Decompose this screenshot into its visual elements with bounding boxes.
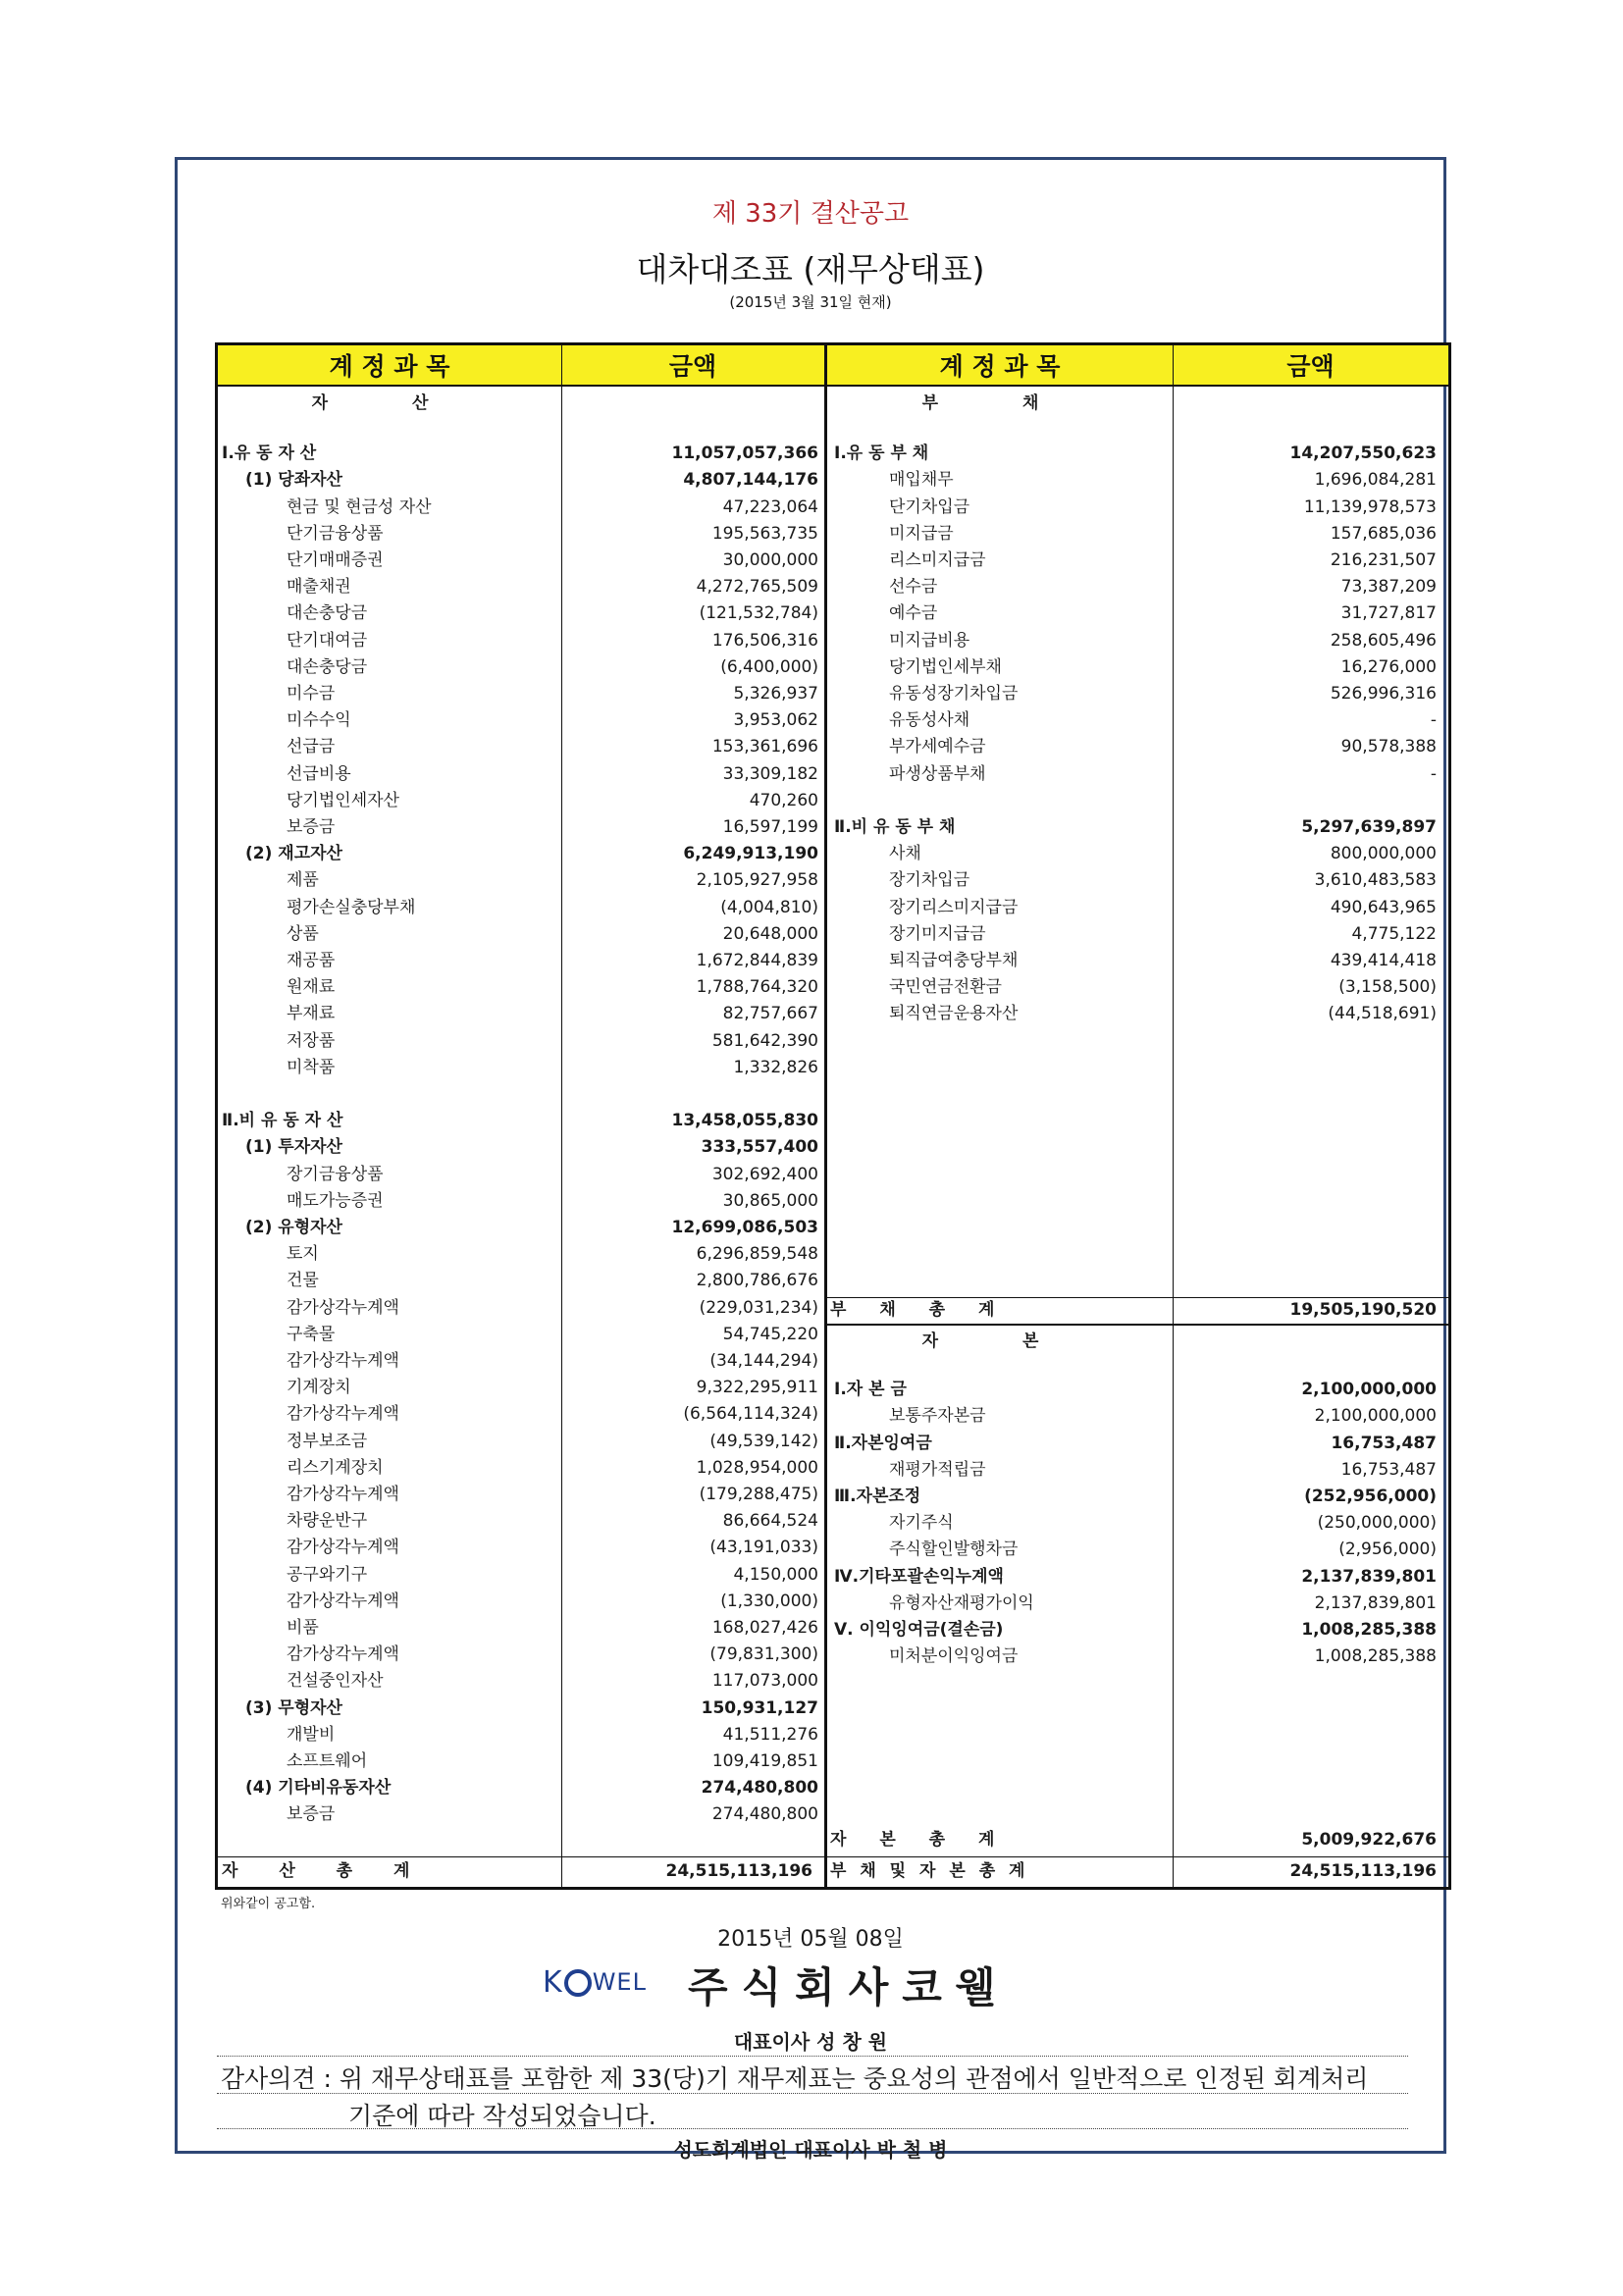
capital-total-amount: 5,009,922,676 bbox=[1301, 1830, 1437, 1850]
ceo-name: 대표이사 성 창 원 bbox=[733, 2030, 888, 2054]
account-label: 장기금융상품 bbox=[287, 1165, 384, 1184]
account-label: 제품 bbox=[287, 870, 319, 890]
account-label: 사채 bbox=[889, 844, 921, 863]
ledger-row bbox=[830, 628, 1444, 654]
audit-opinion-line2: 기준에 따라 작성되었습니다. bbox=[348, 2102, 656, 2130]
account-label: 건물 bbox=[287, 1271, 319, 1290]
announce-date: 2015년 05월 08일 bbox=[717, 1927, 904, 1952]
account-label: 매입채무 bbox=[889, 470, 954, 490]
account-label: Ⅱ.비 유 동 부 채 bbox=[834, 817, 956, 837]
account-amount: 47,223,064 bbox=[722, 497, 818, 517]
account-label: 당기법인세자산 bbox=[287, 791, 399, 810]
account-amount: 526,996,316 bbox=[1330, 684, 1437, 704]
account-amount: 274,480,800 bbox=[711, 1804, 818, 1824]
account-amount: (179,288,475) bbox=[699, 1485, 818, 1504]
capital-rule bbox=[827, 1324, 1448, 1326]
account-label: 리스미지급금 bbox=[889, 550, 986, 570]
ledger-row bbox=[218, 654, 824, 681]
account-label: 감가상각누계액 bbox=[287, 1404, 399, 1424]
document-title: 대차대조표 (재무상태표) bbox=[636, 250, 985, 288]
ledger-row bbox=[830, 681, 1444, 707]
account-label: 재공품 bbox=[287, 951, 336, 970]
ledger-row bbox=[218, 1589, 824, 1615]
ledger-row bbox=[218, 1241, 824, 1268]
account-label: 미지급비용 bbox=[889, 631, 970, 651]
account-amount: 11,057,057,366 bbox=[671, 444, 818, 463]
account-label: 현금 및 현금성 자산 bbox=[287, 497, 432, 517]
account-amount: 5,326,937 bbox=[733, 684, 818, 704]
account-amount: 1,788,764,320 bbox=[696, 977, 818, 997]
account-amount: 6,249,913,190 bbox=[683, 844, 818, 863]
account-amount: (121,532,784) bbox=[699, 603, 818, 623]
account-label: 비품 bbox=[287, 1618, 319, 1638]
account-label: 자기주식 bbox=[889, 1513, 954, 1533]
account-amount: 16,597,199 bbox=[722, 817, 818, 837]
ledger-row bbox=[218, 1668, 824, 1695]
ledger-row bbox=[830, 600, 1444, 627]
account-label: (3) 무형자산 bbox=[245, 1698, 342, 1718]
account-amount: 9,322,295,911 bbox=[696, 1378, 818, 1397]
ledger-row bbox=[830, 1564, 1444, 1591]
account-label: (1) 당좌자산 bbox=[245, 470, 342, 490]
account-label: 부가세예수금 bbox=[889, 737, 986, 757]
ledger-row bbox=[218, 948, 824, 974]
account-label: Ⅲ.자본조정 bbox=[834, 1487, 921, 1506]
account-label: 차량운반구 bbox=[287, 1511, 368, 1531]
ledger-row bbox=[218, 441, 824, 467]
section-capital: 자 본 bbox=[921, 1331, 1078, 1351]
account-amount: 2,100,000,000 bbox=[1301, 1380, 1437, 1399]
account-label: 매도가능증권 bbox=[287, 1191, 384, 1211]
account-label: 구축물 bbox=[287, 1325, 336, 1344]
account-amount: (6,400,000) bbox=[720, 657, 818, 677]
account-label: 보증금 bbox=[287, 817, 336, 837]
ledger-row bbox=[218, 974, 824, 1001]
account-label: Ⅴ. 이익잉여금(결손금) bbox=[834, 1620, 1004, 1640]
ledger-row bbox=[830, 895, 1444, 921]
ledger-row bbox=[830, 1644, 1444, 1670]
account-amount: 5,297,639,897 bbox=[1301, 817, 1437, 837]
header-account-left: 계 정 과 목 bbox=[218, 345, 561, 387]
account-label: 대손충당금 bbox=[287, 657, 368, 677]
account-label: 미지급금 bbox=[889, 524, 954, 544]
ledger-row bbox=[830, 1431, 1444, 1457]
account-amount: 2,137,839,801 bbox=[1301, 1567, 1437, 1587]
account-label: 미처분이익잉여금 bbox=[889, 1646, 1019, 1666]
account-amount: 41,511,276 bbox=[722, 1725, 818, 1745]
ledger-row bbox=[830, 867, 1444, 894]
liabilities-total-amount: 19,505,190,520 bbox=[1289, 1300, 1437, 1320]
logo-letters-wel: WEL bbox=[592, 1968, 647, 1996]
account-label: 재평가적립금 bbox=[889, 1460, 986, 1480]
center-divider bbox=[824, 345, 827, 1887]
ledger-row bbox=[218, 1348, 824, 1375]
account-amount: (49,539,142) bbox=[709, 1432, 818, 1451]
account-label: Ⅰ.자 본 금 bbox=[834, 1380, 907, 1399]
ledger-row bbox=[218, 1775, 824, 1801]
account-amount: 4,150,000 bbox=[733, 1565, 818, 1585]
account-label: 장기차입금 bbox=[889, 870, 970, 890]
account-amount: 4,807,144,176 bbox=[683, 470, 818, 490]
account-amount: 2,105,927,958 bbox=[696, 870, 818, 890]
account-label: 보증금 bbox=[287, 1804, 336, 1824]
ledger-row bbox=[218, 1429, 824, 1455]
ledger-row bbox=[218, 1801, 824, 1828]
account-label: 원재료 bbox=[287, 977, 336, 997]
ledger-row bbox=[830, 1350, 1444, 1377]
ledger-row bbox=[218, 1134, 824, 1161]
account-label: 퇴직연금운용자산 bbox=[889, 1004, 1019, 1023]
account-amount: 581,642,390 bbox=[711, 1031, 818, 1051]
ledger-row bbox=[218, 628, 824, 654]
account-amount: 33,309,182 bbox=[722, 764, 818, 784]
dotted-rule bbox=[217, 2093, 1408, 2094]
account-amount: (250,000,000) bbox=[1317, 1513, 1437, 1533]
account-amount: 30,865,000 bbox=[722, 1191, 818, 1211]
ledger-row bbox=[830, 814, 1444, 841]
account-label: 감가상각누계액 bbox=[287, 1644, 399, 1664]
account-label: 저장품 bbox=[287, 1031, 336, 1051]
account-label: 대손충당금 bbox=[287, 603, 368, 623]
ledger-row bbox=[218, 521, 824, 548]
ledger-row bbox=[830, 414, 1444, 441]
ledger-row bbox=[218, 1748, 824, 1775]
ledger-row bbox=[218, 1215, 824, 1241]
account-amount: (4,004,810) bbox=[720, 898, 818, 917]
account-amount: 1,008,285,388 bbox=[1301, 1620, 1437, 1640]
ledger-row bbox=[218, 814, 824, 841]
account-amount: 258,605,496 bbox=[1330, 631, 1437, 651]
liabilities-total-label: 부 채 총 계 bbox=[830, 1300, 1009, 1320]
account-label: 국민연금전환금 bbox=[889, 977, 1002, 997]
account-label: 미수수익 bbox=[287, 710, 351, 730]
footer-note: 위와같이 공고함. bbox=[221, 1897, 316, 1911]
ledger-row bbox=[218, 1508, 824, 1535]
account-amount: 302,692,400 bbox=[711, 1165, 818, 1184]
account-label: 선급비용 bbox=[287, 764, 351, 784]
ledger-row bbox=[218, 1722, 824, 1748]
ledger-row bbox=[218, 921, 824, 948]
account-label: 단기금융상품 bbox=[287, 524, 384, 544]
account-amount: 153,361,696 bbox=[711, 737, 818, 757]
ledger-row bbox=[830, 841, 1444, 867]
ledger-row bbox=[218, 1642, 824, 1668]
ledger-row bbox=[218, 867, 824, 894]
as-of-date: (2015년 3월 31일 현재) bbox=[729, 293, 892, 311]
account-label: Ⅱ.자본잉여금 bbox=[834, 1434, 932, 1453]
liab-capital-total-label: 부 채 및 자 본 총 계 bbox=[830, 1861, 1029, 1881]
account-label: 매출채권 bbox=[287, 577, 351, 597]
account-label: 장기미지급금 bbox=[889, 924, 986, 944]
ledger-row bbox=[218, 707, 824, 734]
account-label: 감가상각누계액 bbox=[287, 1351, 399, 1371]
dotted-rule bbox=[217, 2128, 1408, 2129]
account-label: 건설중인자산 bbox=[287, 1671, 384, 1691]
account-amount: 13,458,055,830 bbox=[671, 1111, 818, 1130]
capital-total-label: 자 본 총 계 bbox=[830, 1830, 1009, 1850]
liabilities-total-row bbox=[830, 1297, 1444, 1324]
account-label: 선급금 bbox=[287, 737, 336, 757]
account-amount: 14,207,550,623 bbox=[1289, 444, 1437, 463]
account-amount: (2,956,000) bbox=[1338, 1539, 1437, 1559]
ledger-row bbox=[830, 1377, 1444, 1403]
assets-total-label: 자 산 총 계 bbox=[222, 1861, 428, 1881]
header-amount-left: 금액 bbox=[561, 345, 824, 387]
liab-capital-total-amount: 24,515,113,196 bbox=[1289, 1861, 1437, 1881]
ledger-row bbox=[830, 1617, 1444, 1644]
account-label: 미착품 bbox=[287, 1058, 336, 1077]
account-amount: 86,664,524 bbox=[722, 1511, 818, 1531]
account-amount: 90,578,388 bbox=[1340, 737, 1437, 757]
ledger-row bbox=[830, 974, 1444, 1001]
account-amount: 31,727,817 bbox=[1340, 603, 1437, 623]
ledger-row bbox=[218, 1482, 824, 1508]
ledger-row bbox=[830, 467, 1444, 494]
account-amount: 800,000,000 bbox=[1330, 844, 1437, 863]
account-amount: 12,699,086,503 bbox=[671, 1218, 818, 1237]
ledger-row bbox=[218, 734, 824, 760]
account-amount: 439,414,418 bbox=[1330, 951, 1437, 970]
ledger-row bbox=[830, 734, 1444, 760]
ledger-row bbox=[830, 1510, 1444, 1537]
ledger-row bbox=[830, 574, 1444, 600]
ledger-row bbox=[218, 841, 824, 867]
account-label: Ⅰ.유 동 자 산 bbox=[222, 444, 317, 463]
ledger-row bbox=[830, 1537, 1444, 1563]
ledger-row bbox=[830, 441, 1444, 467]
logo-letter-k: K bbox=[543, 1964, 563, 2000]
ledger-row bbox=[830, 654, 1444, 681]
kowel-logo bbox=[543, 1961, 668, 2003]
header-account-right: 계 정 과 목 bbox=[827, 345, 1173, 387]
ledger-row bbox=[218, 681, 824, 707]
account-amount: 470,260 bbox=[749, 791, 818, 810]
account-amount: 157,685,036 bbox=[1330, 524, 1437, 544]
balance-sheet-table bbox=[215, 342, 1451, 1890]
ledger-row bbox=[218, 414, 824, 441]
account-label: 개발비 bbox=[287, 1725, 336, 1745]
account-amount: 1,332,826 bbox=[733, 1058, 818, 1077]
ledger-row bbox=[830, 1403, 1444, 1430]
ledger-row bbox=[218, 1268, 824, 1294]
account-amount: 82,757,667 bbox=[722, 1004, 818, 1023]
account-amount: 2,137,839,801 bbox=[1314, 1593, 1437, 1613]
account-amount: 216,231,507 bbox=[1330, 550, 1437, 570]
account-label: 유형자산재평가이익 bbox=[889, 1593, 1034, 1613]
account-amount: 274,480,800 bbox=[701, 1778, 818, 1798]
ledger-row bbox=[218, 1108, 824, 1134]
account-amount: (44,518,691) bbox=[1328, 1004, 1437, 1023]
section-liabilities: 부 채 bbox=[921, 393, 1078, 413]
logo-ring-icon bbox=[564, 1969, 592, 1997]
ledger-row bbox=[218, 761, 824, 788]
account-amount: (3,158,500) bbox=[1338, 977, 1437, 997]
ledger-row bbox=[830, 948, 1444, 974]
account-label: 소프트웨어 bbox=[287, 1751, 368, 1771]
account-amount: 16,276,000 bbox=[1340, 657, 1437, 677]
ledger-row bbox=[218, 1162, 824, 1188]
account-amount: (43,191,033) bbox=[709, 1538, 818, 1557]
account-label: 단기대여금 bbox=[287, 631, 368, 651]
account-amount: 2,100,000,000 bbox=[1314, 1406, 1437, 1426]
ledger-row bbox=[218, 1455, 824, 1482]
ledger-row bbox=[218, 1188, 824, 1215]
ledger-row bbox=[830, 495, 1444, 521]
account-label: 감가상각누계액 bbox=[287, 1592, 399, 1611]
account-amount: 16,753,487 bbox=[1331, 1434, 1437, 1453]
account-label: 정부보조금 bbox=[287, 1432, 368, 1451]
ledger-row bbox=[218, 1001, 824, 1027]
account-amount: 16,753,487 bbox=[1340, 1460, 1437, 1480]
liab-capital-total-row bbox=[830, 1858, 1444, 1885]
account-label: 예수금 bbox=[889, 603, 938, 623]
ledger-row bbox=[830, 761, 1444, 788]
account-label: 감가상각누계액 bbox=[287, 1538, 399, 1557]
account-label: (4) 기타비유동자산 bbox=[245, 1778, 392, 1798]
ledger-row bbox=[218, 467, 824, 494]
account-amount: 1,696,084,281 bbox=[1314, 470, 1437, 490]
account-amount: 176,506,316 bbox=[711, 631, 818, 651]
account-amount: 1,028,954,000 bbox=[696, 1458, 818, 1478]
account-amount: 490,643,965 bbox=[1330, 898, 1437, 917]
account-amount: 2,800,786,676 bbox=[696, 1271, 818, 1290]
ledger-row bbox=[218, 495, 824, 521]
notice-frame bbox=[175, 157, 1446, 2162]
account-label: 당기법인세부채 bbox=[889, 657, 1002, 677]
account-amount: 4,272,765,509 bbox=[696, 577, 818, 597]
account-label: Ⅰ.유 동 부 채 bbox=[834, 444, 929, 463]
account-label: 미수금 bbox=[287, 684, 336, 704]
ledger-row bbox=[830, 1591, 1444, 1617]
account-label: 장기리스미지급금 bbox=[889, 898, 1019, 917]
account-amount: - bbox=[1430, 710, 1437, 730]
account-label: 퇴직급여충당부채 bbox=[889, 951, 1019, 970]
assets-total-row bbox=[222, 1858, 820, 1885]
ledger-row bbox=[830, 1457, 1444, 1484]
ledger-row bbox=[218, 1081, 824, 1108]
account-label: 선수금 bbox=[889, 577, 938, 597]
account-label: 단기매매증권 bbox=[287, 550, 384, 570]
assets-total-amount: 24,515,113,196 bbox=[665, 1861, 812, 1881]
ledger-row bbox=[830, 1484, 1444, 1510]
ledger-row bbox=[218, 574, 824, 600]
account-amount: 117,073,000 bbox=[711, 1671, 818, 1691]
account-amount: (6,564,114,324) bbox=[683, 1404, 818, 1424]
ledger-row bbox=[218, 1055, 824, 1081]
account-label: Ⅳ.기타포괄손익누계액 bbox=[834, 1567, 1004, 1587]
ledger-row bbox=[218, 788, 824, 814]
header-amount-right: 금액 bbox=[1173, 345, 1448, 387]
account-label: 리스기계장치 bbox=[287, 1458, 384, 1478]
account-label: 유동성사채 bbox=[889, 710, 970, 730]
ledger-row bbox=[830, 707, 1444, 734]
account-amount: 150,931,127 bbox=[701, 1698, 818, 1718]
account-amount: - bbox=[1430, 764, 1437, 784]
account-amount: 11,139,978,573 bbox=[1303, 497, 1437, 517]
account-amount: 4,775,122 bbox=[1351, 924, 1437, 944]
account-amount: 333,557,400 bbox=[701, 1137, 818, 1157]
grand-total-rule bbox=[218, 1856, 1448, 1857]
account-amount: 6,296,859,548 bbox=[696, 1244, 818, 1264]
account-amount: 1,672,844,839 bbox=[696, 951, 818, 970]
account-label: (2) 재고자산 bbox=[245, 844, 342, 863]
account-amount: 3,610,483,583 bbox=[1314, 870, 1437, 890]
ledger-row bbox=[218, 1696, 824, 1722]
account-amount: 109,419,851 bbox=[711, 1751, 818, 1771]
capital-total-row bbox=[830, 1827, 1444, 1853]
ledger-row bbox=[218, 1295, 824, 1322]
ledger-row bbox=[218, 1028, 824, 1055]
account-amount: 54,745,220 bbox=[722, 1325, 818, 1344]
ledger-row bbox=[218, 1562, 824, 1589]
ledger-row bbox=[830, 1001, 1444, 1027]
account-label: 파생상품부채 bbox=[889, 764, 986, 784]
account-label: 토지 bbox=[287, 1244, 319, 1264]
account-label: Ⅱ.비 유 동 자 산 bbox=[222, 1111, 343, 1130]
account-label: 유동성장기차입금 bbox=[889, 684, 1019, 704]
account-amount: 20,648,000 bbox=[722, 924, 818, 944]
ledger-row bbox=[830, 788, 1444, 814]
auditor-signature: 성도회계법인 대표이사 박 철 병 bbox=[673, 2138, 948, 2162]
account-amount: 168,027,426 bbox=[711, 1618, 818, 1638]
account-amount: 3,953,062 bbox=[733, 710, 818, 730]
account-amount: 30,000,000 bbox=[722, 550, 818, 570]
account-label: 공구와기구 bbox=[287, 1565, 368, 1585]
account-amount: 1,008,285,388 bbox=[1314, 1646, 1437, 1666]
account-label: (2) 유형자산 bbox=[245, 1218, 342, 1237]
account-label: (1) 투자자산 bbox=[245, 1137, 342, 1157]
account-amount: 195,563,735 bbox=[711, 524, 818, 544]
ledger-row bbox=[830, 521, 1444, 548]
account-label: 기계장치 bbox=[287, 1378, 351, 1397]
ledger-row bbox=[830, 548, 1444, 574]
account-label: 상품 bbox=[287, 924, 319, 944]
account-label: 감가상각누계액 bbox=[287, 1298, 399, 1318]
account-label: 감가상각누계액 bbox=[287, 1485, 399, 1504]
account-amount: (229,031,234) bbox=[699, 1298, 818, 1318]
company-name: 주식회사코웰 bbox=[688, 1963, 1010, 2011]
ledger-row bbox=[218, 1535, 824, 1561]
account-amount: 73,387,209 bbox=[1340, 577, 1437, 597]
ledger-row bbox=[218, 895, 824, 921]
account-label: 부재료 bbox=[287, 1004, 336, 1023]
audit-opinion-line1: 감사의견 : 위 재무상태표를 포함한 제 33(당)기 재무제표는 중요성의 관점에서 일반적으로 인정된 회계처리 bbox=[221, 2064, 1369, 2093]
ledger-row bbox=[218, 1322, 824, 1348]
account-label: 주식할인발행차금 bbox=[889, 1539, 1019, 1559]
account-amount: (79,831,300) bbox=[709, 1644, 818, 1664]
account-amount: (252,956,000) bbox=[1304, 1487, 1437, 1506]
ledger-row bbox=[218, 1615, 824, 1642]
notice-title: 제 33기 결산공고 bbox=[711, 199, 910, 229]
account-label: 보통주자본금 bbox=[889, 1406, 986, 1426]
account-label: 평가손실충당부채 bbox=[287, 898, 416, 917]
section-assets: 자 산 bbox=[311, 393, 468, 413]
account-amount: (34,144,294) bbox=[709, 1351, 818, 1371]
ledger-row bbox=[218, 1401, 824, 1428]
dotted-rule bbox=[217, 2056, 1408, 2057]
account-label: 단기차입금 bbox=[889, 497, 970, 517]
ledger-row bbox=[218, 600, 824, 627]
ledger-row bbox=[218, 548, 824, 574]
ledger-row bbox=[218, 1375, 824, 1401]
account-amount: (1,330,000) bbox=[720, 1592, 818, 1611]
ledger-row bbox=[830, 921, 1444, 948]
